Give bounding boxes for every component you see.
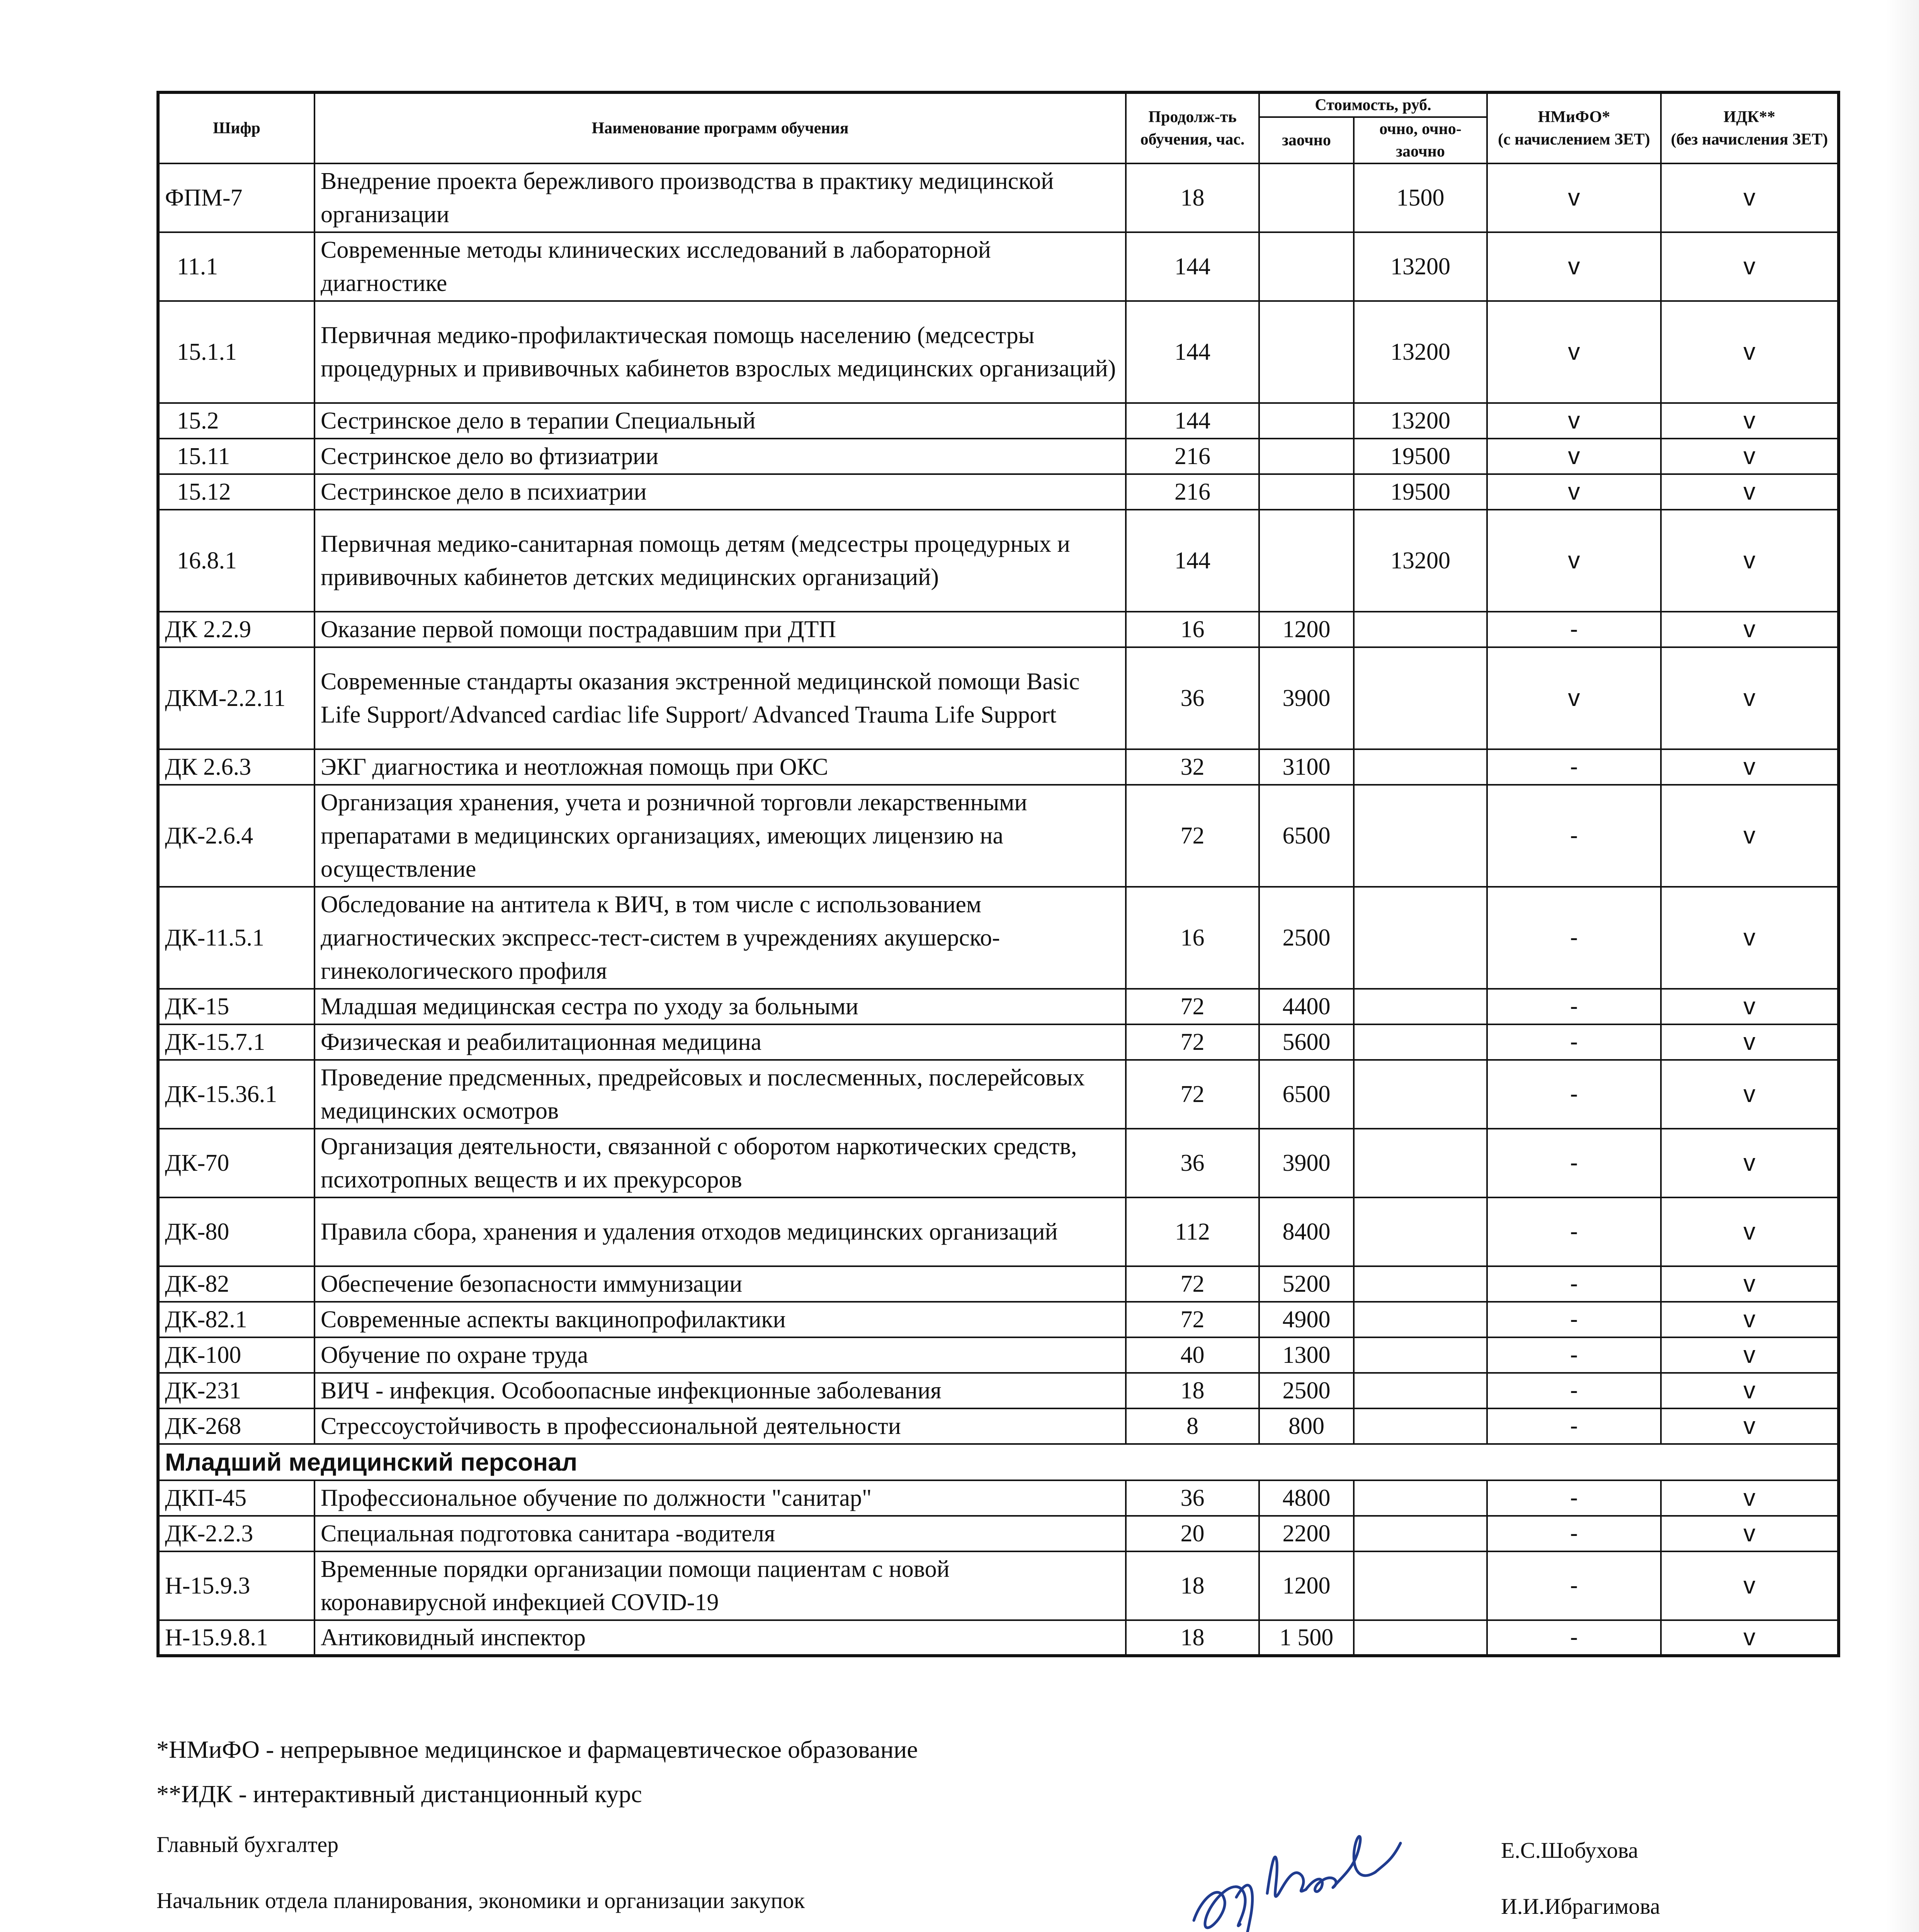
row-nmifo-mark: - bbox=[1487, 1197, 1661, 1266]
table-row bbox=[158, 612, 1839, 647]
row-cost-correspondence: 5600 bbox=[1259, 1024, 1354, 1060]
row-cost-fulltime: 13200 bbox=[1354, 510, 1487, 612]
row-cost-fulltime bbox=[1354, 1480, 1487, 1516]
row-nmifo-mark: - bbox=[1487, 1373, 1661, 1408]
row-program-name: Правила сбора, хранения и удаления отходов медицинских организаций bbox=[314, 1197, 1126, 1266]
row-program-name: Организация деятельности, связанной с оборотом наркотических средств, психотропных веществ и их прекурсоров bbox=[314, 1129, 1126, 1197]
row-hours: 36 bbox=[1126, 1480, 1259, 1516]
table-row bbox=[158, 1024, 1839, 1060]
row-hours: 216 bbox=[1126, 474, 1259, 510]
row-hours: 32 bbox=[1126, 749, 1259, 785]
row-cost-fulltime: 19500 bbox=[1354, 439, 1487, 474]
row-idk-mark: v bbox=[1661, 1024, 1839, 1060]
row-cost-correspondence: 1200 bbox=[1259, 612, 1354, 647]
row-cost-fulltime: 13200 bbox=[1354, 301, 1487, 403]
row-idk-mark: v bbox=[1661, 1551, 1839, 1620]
chief-accountant-name: Е.С.Шобухова bbox=[1501, 1838, 1639, 1863]
row-code: 15.1.1 bbox=[158, 301, 314, 403]
row-code: ДК 2.6.3 bbox=[158, 749, 314, 785]
table-row bbox=[158, 1266, 1839, 1302]
row-hours: 72 bbox=[1126, 1060, 1259, 1129]
row-nmifo-mark: - bbox=[1487, 1480, 1661, 1516]
row-idk-mark: v bbox=[1661, 1302, 1839, 1337]
row-hours: 18 bbox=[1126, 163, 1259, 232]
row-hours: 18 bbox=[1126, 1551, 1259, 1620]
row-cost-correspondence: 3900 bbox=[1259, 647, 1354, 749]
row-cost-correspondence: 3100 bbox=[1259, 749, 1354, 785]
programs-table bbox=[156, 91, 1840, 1657]
header-idk-sub: (без начисления ЗЕТ) bbox=[1671, 131, 1828, 148]
section-title: Младший медицинский персонал bbox=[158, 1444, 1839, 1480]
row-nmifo-mark: - bbox=[1487, 1302, 1661, 1337]
row-code: ДК-15.7.1 bbox=[158, 1024, 314, 1060]
row-idk-mark: v bbox=[1661, 510, 1839, 612]
row-idk-mark: v bbox=[1661, 989, 1839, 1024]
row-program-name: Сестринское дело во фтизиатрии bbox=[314, 439, 1126, 474]
row-idk-mark: v bbox=[1661, 749, 1839, 785]
table-row bbox=[158, 403, 1839, 439]
row-code: 15.12 bbox=[158, 474, 314, 510]
row-code: ФПМ-7 bbox=[158, 163, 314, 232]
row-nmifo-mark: v bbox=[1487, 163, 1661, 232]
row-cost-correspondence bbox=[1259, 439, 1354, 474]
row-code: ДК-11.5.1 bbox=[158, 887, 314, 989]
row-idk-mark: v bbox=[1661, 232, 1839, 301]
row-program-name: Специальная подготовка санитара -водителя bbox=[314, 1516, 1126, 1551]
row-cost-fulltime bbox=[1354, 887, 1487, 989]
row-hours: 16 bbox=[1126, 887, 1259, 989]
table-row bbox=[158, 1302, 1839, 1337]
row-cost-correspondence: 4900 bbox=[1259, 1302, 1354, 1337]
header-nmifo-title: НМиФО* bbox=[1538, 108, 1610, 126]
row-idk-mark: v bbox=[1661, 1197, 1839, 1266]
row-idk-mark: v bbox=[1661, 1060, 1839, 1129]
table-row bbox=[158, 647, 1839, 749]
table-row bbox=[158, 1337, 1839, 1373]
row-code: 11.1 bbox=[158, 232, 314, 301]
row-code: ДК 2.2.9 bbox=[158, 612, 314, 647]
row-cost-fulltime: 1500 bbox=[1354, 163, 1487, 232]
row-hours: 18 bbox=[1126, 1620, 1259, 1656]
row-cost-fulltime: 19500 bbox=[1354, 474, 1487, 510]
chief-accountant-title: Главный бухгалтер bbox=[156, 1832, 339, 1857]
table-row bbox=[158, 163, 1839, 232]
table-row bbox=[158, 887, 1839, 989]
row-code: ДК-82.1 bbox=[158, 1302, 314, 1337]
row-hours: 72 bbox=[1126, 1024, 1259, 1060]
row-code: ДКМ-2.2.11 bbox=[158, 647, 314, 749]
row-nmifo-mark: - bbox=[1487, 1266, 1661, 1302]
row-hours: 144 bbox=[1126, 301, 1259, 403]
row-hours: 72 bbox=[1126, 1302, 1259, 1337]
table-row bbox=[158, 1373, 1839, 1408]
row-cost-correspondence bbox=[1259, 163, 1354, 232]
row-nmifo-mark: - bbox=[1487, 612, 1661, 647]
row-nmifo-mark: v bbox=[1487, 403, 1661, 439]
header-nmifo bbox=[1487, 92, 1661, 163]
row-cost-fulltime bbox=[1354, 1551, 1487, 1620]
row-idk-mark: v bbox=[1661, 1620, 1839, 1656]
row-idk-mark: v bbox=[1661, 785, 1839, 887]
row-program-name: Обучение по охране труда bbox=[314, 1337, 1126, 1373]
row-cost-fulltime bbox=[1354, 647, 1487, 749]
row-cost-fulltime bbox=[1354, 1197, 1487, 1266]
row-nmifo-mark: - bbox=[1487, 1129, 1661, 1197]
table-row bbox=[158, 301, 1839, 403]
row-nmifo-mark: v bbox=[1487, 439, 1661, 474]
row-program-name: Временные порядки организации помощи пациентам с новой коронавирусной инфекцией COVID-19 bbox=[314, 1551, 1126, 1620]
row-program-name: Первичная медико-санитарная помощь детям (медсестры процедурных и прививочных кабинетов детских медицинских организаций) bbox=[314, 510, 1126, 612]
row-nmifo-mark: - bbox=[1487, 1620, 1661, 1656]
row-program-name: Физическая и реабилитационная медицина bbox=[314, 1024, 1126, 1060]
planning-head-title: Начальник отдела планирования, экономики и организации закупок bbox=[156, 1888, 805, 1913]
row-code: Н-15.9.8.1 bbox=[158, 1620, 314, 1656]
row-program-name: Сестринское дело в терапии Специальный bbox=[314, 403, 1126, 439]
row-idk-mark: v bbox=[1661, 403, 1839, 439]
table-row bbox=[158, 1620, 1839, 1656]
row-hours: 8 bbox=[1126, 1408, 1259, 1444]
table-row bbox=[158, 439, 1839, 474]
row-program-name: ЭКГ диагностика и неотложная помощь при ОКС bbox=[314, 749, 1126, 785]
row-nmifo-mark: - bbox=[1487, 1060, 1661, 1129]
row-cost-correspondence: 6500 bbox=[1259, 785, 1354, 887]
row-cost-correspondence: 1200 bbox=[1259, 1551, 1354, 1620]
row-cost-correspondence: 5200 bbox=[1259, 1266, 1354, 1302]
table-row bbox=[158, 749, 1839, 785]
table-row bbox=[158, 474, 1839, 510]
row-cost-fulltime bbox=[1354, 749, 1487, 785]
table-row bbox=[158, 1060, 1839, 1129]
row-idk-mark: v bbox=[1661, 1373, 1839, 1408]
row-idk-mark: v bbox=[1661, 474, 1839, 510]
row-nmifo-mark: - bbox=[1487, 1551, 1661, 1620]
row-cost-fulltime bbox=[1354, 1266, 1487, 1302]
row-cost-correspondence: 6500 bbox=[1259, 1060, 1354, 1129]
section-row bbox=[158, 1444, 1839, 1480]
row-program-name: Обследование на антитела к ВИЧ, в том числе с использованием диагностических экспресс-тест-систем в учреждениях акушерско-гинекологического профиля bbox=[314, 887, 1126, 989]
row-hours: 16 bbox=[1126, 612, 1259, 647]
row-code: ДК-70 bbox=[158, 1129, 314, 1197]
header-cost-correspondence: заочно bbox=[1259, 117, 1354, 163]
row-nmifo-mark: v bbox=[1487, 232, 1661, 301]
row-hours: 72 bbox=[1126, 1266, 1259, 1302]
row-code: ДК-80 bbox=[158, 1197, 314, 1266]
row-program-name: Профессиональное обучение по должности "санитар" bbox=[314, 1480, 1126, 1516]
row-program-name: Проведение предсменных, предрейсовых и послесменных, послерейсовых медицинских осмотров bbox=[314, 1060, 1126, 1129]
row-program-name: Организация хранения, учета и розничной торговли лекарственными препаратами в медицинских организациях, имеющих лицензию на осуществление bbox=[314, 785, 1126, 887]
table-section bbox=[158, 1444, 1839, 1480]
row-code: ДК-15.36.1 bbox=[158, 1060, 314, 1129]
row-program-name: Стрессоустойчивость в профессиональной деятельности bbox=[314, 1408, 1126, 1444]
row-cost-fulltime bbox=[1354, 785, 1487, 887]
table-row bbox=[158, 785, 1839, 887]
header-name: Наименование программ обучения bbox=[314, 92, 1126, 163]
row-hours: 72 bbox=[1126, 785, 1259, 887]
row-cost-fulltime: 13200 bbox=[1354, 403, 1487, 439]
row-hours: 144 bbox=[1126, 403, 1259, 439]
table-body-main bbox=[158, 163, 1839, 1444]
row-program-name: Младшая медицинская сестра по уходу за больными bbox=[314, 989, 1126, 1024]
row-cost-fulltime bbox=[1354, 1408, 1487, 1444]
row-code: 15.11 bbox=[158, 439, 314, 474]
row-idk-mark: v bbox=[1661, 1266, 1839, 1302]
row-hours: 20 bbox=[1126, 1516, 1259, 1551]
row-cost-fulltime bbox=[1354, 1620, 1487, 1656]
row-code: 16.8.1 bbox=[158, 510, 314, 612]
table-row bbox=[158, 1197, 1839, 1266]
table-row bbox=[158, 989, 1839, 1024]
row-program-name: Современные методы клинических исследований в лабораторной диагностике bbox=[314, 232, 1126, 301]
row-cost-fulltime bbox=[1354, 989, 1487, 1024]
row-code: Н-15.9.3 bbox=[158, 1551, 314, 1620]
row-nmifo-mark: v bbox=[1487, 301, 1661, 403]
row-program-name: Оказание первой помощи пострадавшим при ДТП bbox=[314, 612, 1126, 647]
row-idk-mark: v bbox=[1661, 301, 1839, 403]
row-cost-correspondence: 3900 bbox=[1259, 1129, 1354, 1197]
header-nmifo-sub: (с начислением ЗЕТ) bbox=[1498, 131, 1650, 148]
row-idk-mark: v bbox=[1661, 1516, 1839, 1551]
row-cost-correspondence: 1 500 bbox=[1259, 1620, 1354, 1656]
scan-edge-shadow bbox=[1885, 0, 1919, 1932]
row-idk-mark: v bbox=[1661, 647, 1839, 749]
header-idk-title: ИДК** bbox=[1723, 108, 1776, 126]
row-hours: 112 bbox=[1126, 1197, 1259, 1266]
row-code: ДК-82 bbox=[158, 1266, 314, 1302]
row-code: ДК-2.2.3 bbox=[158, 1516, 314, 1551]
table-row bbox=[158, 232, 1839, 301]
row-idk-mark: v bbox=[1661, 1408, 1839, 1444]
row-code: ДК-15 bbox=[158, 989, 314, 1024]
row-nmifo-mark: v bbox=[1487, 647, 1661, 749]
row-program-name: Современные аспекты вакцинопрофилактики bbox=[314, 1302, 1126, 1337]
header-duration: Продолж-ть обучения, час. bbox=[1126, 92, 1259, 163]
row-hours: 36 bbox=[1126, 1129, 1259, 1197]
table-row bbox=[158, 1516, 1839, 1551]
row-cost-correspondence: 1300 bbox=[1259, 1337, 1354, 1373]
row-nmifo-mark: - bbox=[1487, 887, 1661, 989]
row-cost-correspondence bbox=[1259, 403, 1354, 439]
row-cost-fulltime bbox=[1354, 1516, 1487, 1551]
row-idk-mark: v bbox=[1661, 1337, 1839, 1373]
table-row bbox=[158, 1551, 1839, 1620]
row-idk-mark: v bbox=[1661, 163, 1839, 232]
row-nmifo-mark: - bbox=[1487, 989, 1661, 1024]
row-hours: 144 bbox=[1126, 232, 1259, 301]
row-code: 15.2 bbox=[158, 403, 314, 439]
row-code: ДКП-45 bbox=[158, 1480, 314, 1516]
row-idk-mark: v bbox=[1661, 1480, 1839, 1516]
row-cost-correspondence: 800 bbox=[1259, 1408, 1354, 1444]
row-nmifo-mark: v bbox=[1487, 510, 1661, 612]
header-cost: Стоимость, руб. bbox=[1259, 92, 1487, 117]
row-cost-correspondence: 4800 bbox=[1259, 1480, 1354, 1516]
row-idk-mark: v bbox=[1661, 612, 1839, 647]
row-idk-mark: v bbox=[1661, 439, 1839, 474]
row-nmifo-mark: - bbox=[1487, 1408, 1661, 1444]
row-program-name: Внедрение проекта бережливого производства в практику медицинской организации bbox=[314, 163, 1126, 232]
table-row bbox=[158, 510, 1839, 612]
row-cost-correspondence bbox=[1259, 232, 1354, 301]
row-idk-mark: v bbox=[1661, 1129, 1839, 1197]
row-hours: 36 bbox=[1126, 647, 1259, 749]
row-hours: 72 bbox=[1126, 989, 1259, 1024]
footnote-idk: **ИДК - интерактивный дистанционный курс bbox=[156, 1780, 642, 1808]
row-cost-correspondence: 4400 bbox=[1259, 989, 1354, 1024]
row-cost-fulltime: 13200 bbox=[1354, 232, 1487, 301]
row-nmifo-mark: - bbox=[1487, 749, 1661, 785]
row-cost-correspondence bbox=[1259, 301, 1354, 403]
table-row bbox=[158, 1129, 1839, 1197]
row-code: ДК-268 bbox=[158, 1408, 314, 1444]
planning-head-name: И.И.Ибрагимова bbox=[1501, 1894, 1660, 1919]
row-cost-correspondence: 2200 bbox=[1259, 1516, 1354, 1551]
row-cost-fulltime bbox=[1354, 1302, 1487, 1337]
row-program-name: Современные стандарты оказания экстренной медицинской помощи Basic Life Support/Advanced cardiac life Support/ Advanced Trauma Life Support bbox=[314, 647, 1126, 749]
row-program-name: ВИЧ - инфекция. Особоопасные инфекционные заболевания bbox=[314, 1373, 1126, 1408]
row-nmifo-mark: v bbox=[1487, 474, 1661, 510]
header-cost-fulltime: очно, очно-заочно bbox=[1354, 117, 1487, 163]
row-hours: 216 bbox=[1126, 439, 1259, 474]
row-cost-correspondence: 2500 bbox=[1259, 887, 1354, 989]
row-hours: 40 bbox=[1126, 1337, 1259, 1373]
row-code: ДК-231 bbox=[158, 1373, 314, 1408]
row-nmifo-mark: - bbox=[1487, 1516, 1661, 1551]
row-hours: 18 bbox=[1126, 1373, 1259, 1408]
row-cost-correspondence bbox=[1259, 510, 1354, 612]
table-body-section bbox=[158, 1480, 1839, 1656]
row-program-name: Обеспечение безопасности иммунизации bbox=[314, 1266, 1126, 1302]
row-hours: 144 bbox=[1126, 510, 1259, 612]
header-idk bbox=[1661, 92, 1839, 163]
row-cost-fulltime bbox=[1354, 1373, 1487, 1408]
table-row bbox=[158, 1408, 1839, 1444]
row-program-name: Антиковидный инспектор bbox=[314, 1620, 1126, 1656]
row-code: ДК-2.6.4 bbox=[158, 785, 314, 887]
handwritten-signature bbox=[1178, 1804, 1472, 1932]
footnote-nmifo: *НМиФО - непрерывное медицинское и фармацевтическое образование bbox=[156, 1736, 918, 1763]
row-nmifo-mark: - bbox=[1487, 1337, 1661, 1373]
row-code: ДК-100 bbox=[158, 1337, 314, 1373]
row-nmifo-mark: - bbox=[1487, 1024, 1661, 1060]
table-row bbox=[158, 1480, 1839, 1516]
row-cost-correspondence: 8400 bbox=[1259, 1197, 1354, 1266]
row-nmifo-mark: - bbox=[1487, 785, 1661, 887]
row-idk-mark: v bbox=[1661, 887, 1839, 989]
header-code: Шифр bbox=[158, 92, 314, 163]
row-cost-correspondence: 2500 bbox=[1259, 1373, 1354, 1408]
row-cost-correspondence bbox=[1259, 474, 1354, 510]
row-cost-fulltime bbox=[1354, 612, 1487, 647]
footnotes bbox=[156, 1727, 918, 1816]
row-cost-fulltime bbox=[1354, 1060, 1487, 1129]
row-program-name: Первичная медико-профилактическая помощь населению (медсестры процедурных и прививочных кабинетов взрослых медицинских организаций) bbox=[314, 301, 1126, 403]
row-cost-fulltime bbox=[1354, 1129, 1487, 1197]
row-program-name: Сестринское дело в психиатрии bbox=[314, 474, 1126, 510]
row-cost-fulltime bbox=[1354, 1024, 1487, 1060]
row-cost-fulltime bbox=[1354, 1337, 1487, 1373]
